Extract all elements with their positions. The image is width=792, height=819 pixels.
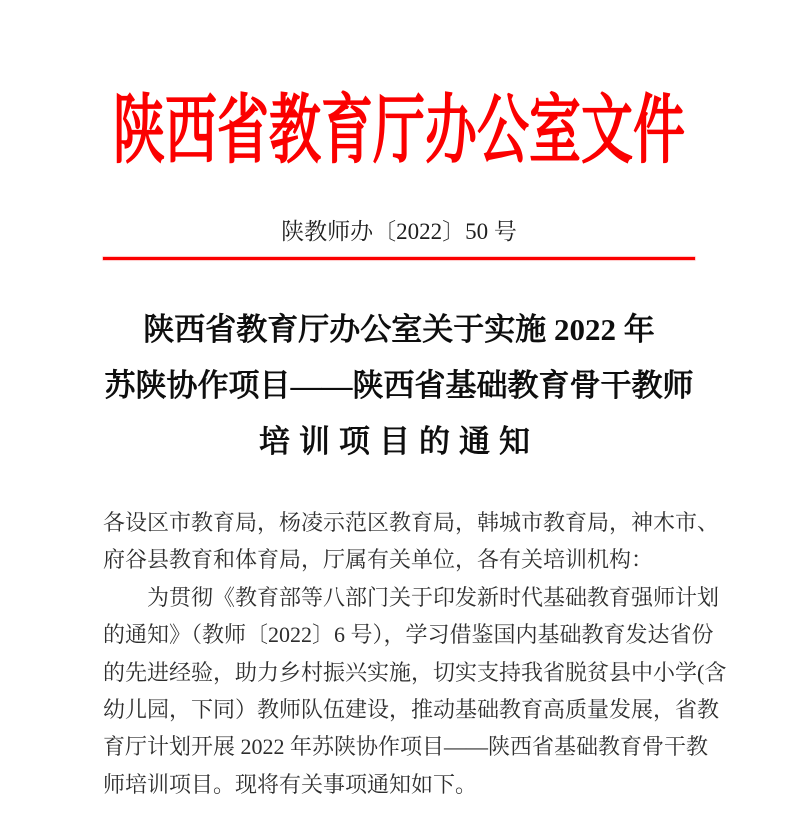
letterhead-title: 陕西省教育厅办公室文件 [112,90,685,174]
document-body [103,504,727,803]
document-title-line-1: 陕西省教育厅办公室关于实施 2022 年 [143,312,655,347]
recipients-line-2: 府谷县教育和体育局，厅属有关单位，各有关培训机构： [103,547,654,573]
body-paragraph-line: 的通知》（教师〔2022〕6 号），学习借鉴国内基础教育发达省份 [103,622,714,648]
body-paragraph-line: 师培训项目。现将有关事项通知如下。 [103,771,478,797]
document-title-line-2: 苏陕协作项目——陕西省基础教育骨干教师 [104,368,694,403]
body-paragraph-line: 为贯彻《教育部等八部门关于印发新时代基础教育强师计划 [147,584,720,610]
body-paragraph-line: 的先进经验，助力乡村振兴实施，切实支持我省脱贫县中小学(含 [103,659,727,685]
document-title [103,302,695,470]
body-paragraph-line: 育厅计划开展 2022 年苏陕协作项目——陕西省基础教育骨干教 [103,734,709,760]
body-paragraph-line: 幼儿园，下同）教师队伍建设，推动基础教育高质量发展，省教 [103,697,720,723]
document-title-line-3: 培训项目的通知 [259,424,539,459]
doc-number: 陕教师办〔2022〕50 号 [281,219,517,244]
recipients-line-1: 各设区市教育局，杨凌示范区教育局，韩城市教育局，神木市、 [103,510,720,535]
letterhead-banner [103,84,695,174]
red-divider-line [103,257,695,260]
